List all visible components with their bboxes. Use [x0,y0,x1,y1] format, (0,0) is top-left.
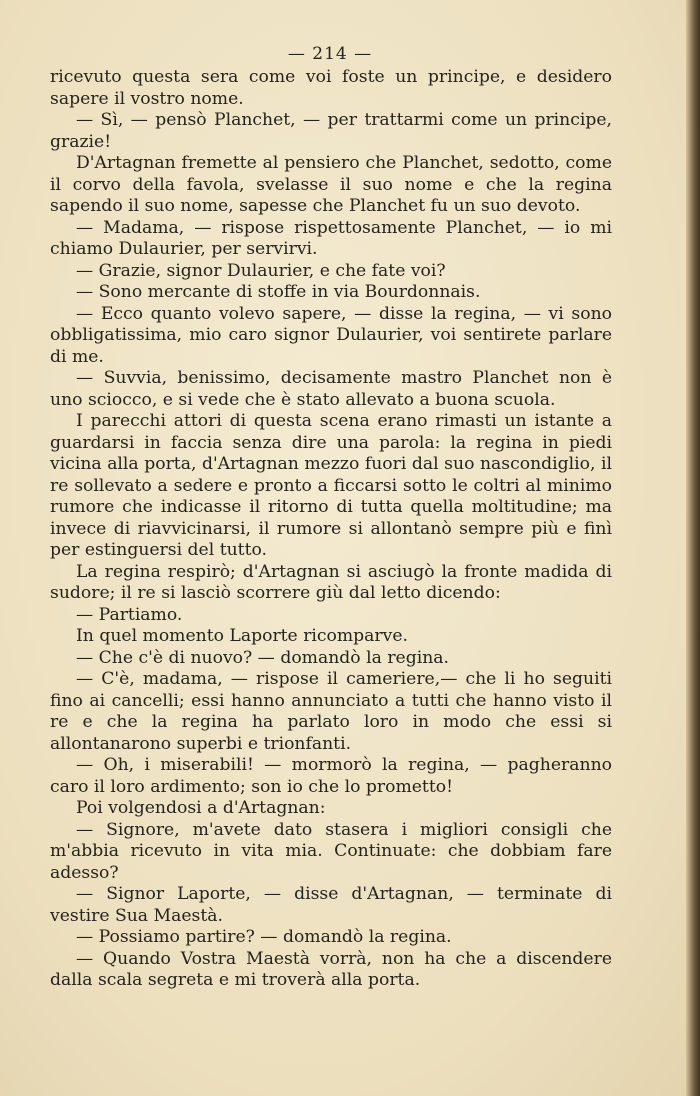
paragraph: La regina respirò; d'Artagnan si asciugò la fronte madida di sudore; il re si lasciò scorrere giù dal letto dicendo: [50,561,612,603]
paragraph: — Sono mercante di stoffe in via Bourdonnais. [76,282,481,302]
paragraph: — Possiamo partire? — domandò la regina. [76,927,452,947]
body-text [50,67,612,992]
paragraph: — Che c'è di nuovo? — domandò la regina. [76,647,449,668]
paragraph: — Partiamo. [76,604,183,625]
paragraph: ricevuto questa sera come voi foste un principe, e desidero sapere il vostro nome. [50,67,612,109]
paragraph: — Ecco quanto volevo sapere, — disse la regina, — vi sono obbligatissima, mio caro signor Dulaurier, voi sentirete parlare di me. [50,303,612,367]
paragraph: — Madama, — rispose rispettosamente Planchet, — io mi chiamo Dulaurier, per servirvi. [50,217,612,259]
paragraph: — Signor Laporte, — disse d'Artagnan, — terminate di vestire Sua Maestà. [50,884,612,926]
paragraph: — Quando Vostra Maestà vorrà, non ha che a discendere dalla scala segreta e mi troverà alla porta. [50,948,612,990]
paragraph: — Oh, i miserabili! — mormorò la regina, — pagheranno caro il loro ardimento; son io che lo prometto! [50,755,612,797]
paragraph: Poi volgendosi a d'Artagnan: [76,798,326,818]
paragraph: I parecchi attori di questa scena erano rimasti un istante a guardarsi in faccia senza dire una parola: la regina in piedi vicina alla porta, d'Artagnan mezzo fuori dal suo nascondiglio, il re sollevato a sedere e pronto a ficcarsi sotto le coltri al minimo rumore che indicasse il ritorno di tutta quella moltitudine; ma invece di riavvicinarsi, il rumore si allontanò sempre più e finì per estinguersi del tutto. [50,411,612,560]
paragraph: — Suvvia, benissimo, decisamente mastro Planchet non è uno sciocco, e si vede che è stato allevato a buona scuola. [50,368,612,410]
paragraph: In quel momento Laporte ricomparve. [76,626,408,646]
page-edge-shadow [686,0,700,1096]
paragraph: — Signore, m'avete dato stasera i migliori consigli che m'abbia ricevuto in vita mia. Continuate: che dobbiam fare adesso? [50,819,612,883]
paragraph: — Grazie, signor Dulaurier, e che fate voi? [76,260,446,281]
paragraph: — Sì, — pensò Planchet, — per trattarmi come un principe, grazie! [50,110,612,152]
paragraph: — C'è, madama, — rispose il cameriere,— che li ho seguiti fino ai cancelli; essi hanno annunciato a tutti che hanno visto il re e che la regina ha parlato loro in modo che essi si allontanarono superbi e trionfanti. [50,669,612,754]
paragraph: D'Artagnan fremette al pensiero che Planchet, sedotto, come il corvo della favola, svelasse il suo nome e che la regina sapendo il suo nome, sapesse che Planchet fu un suo devoto. [50,153,612,216]
page-number: — 214 — [287,44,373,64]
